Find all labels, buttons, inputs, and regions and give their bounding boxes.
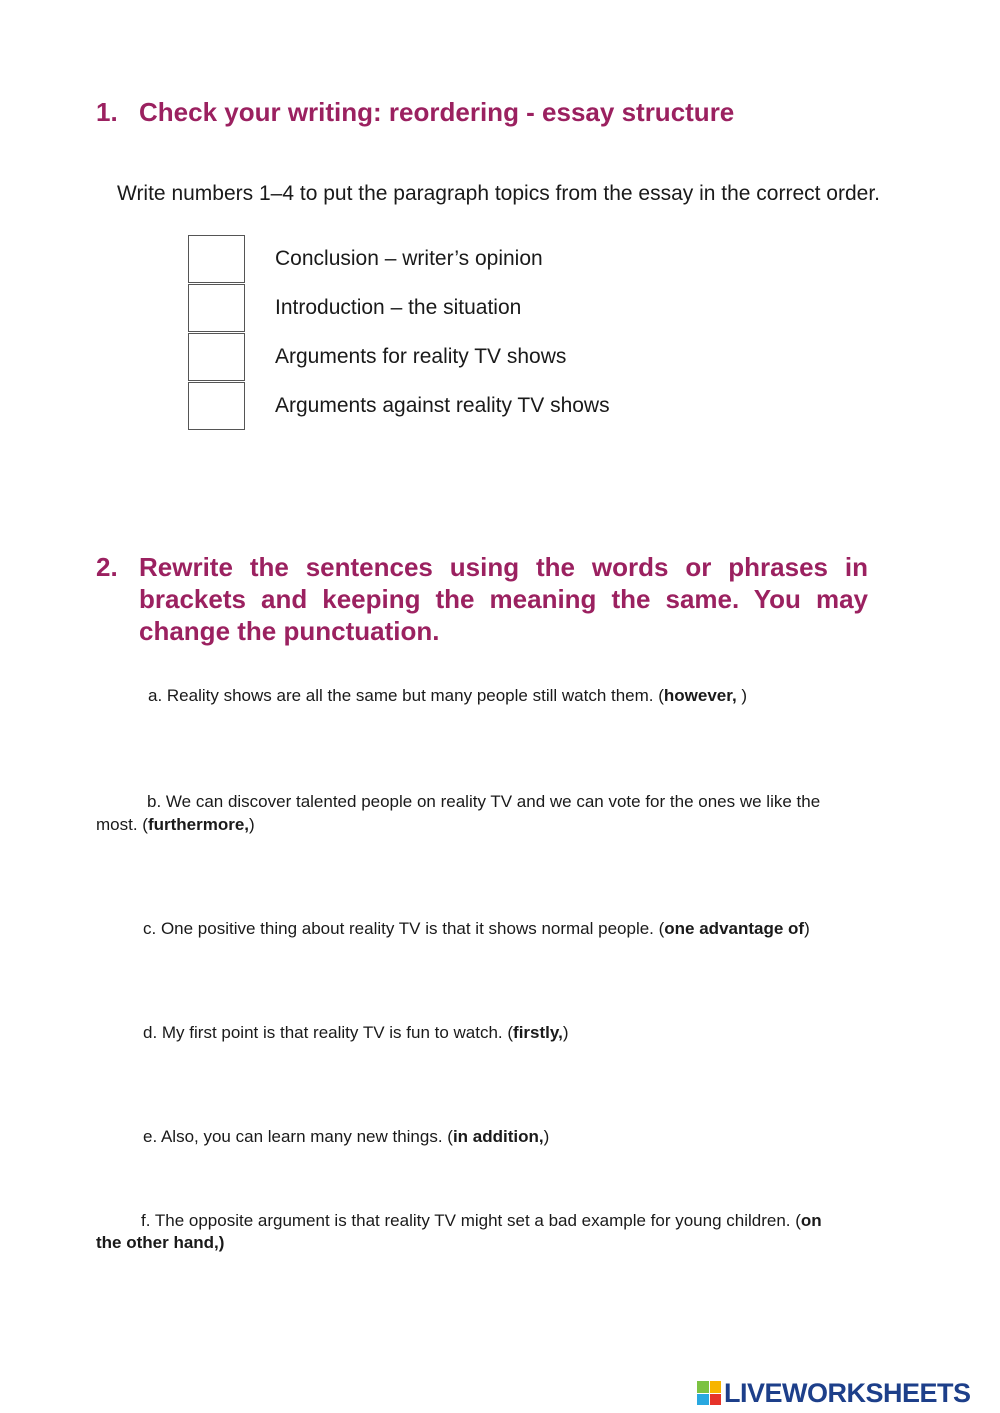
item-b-keyword: furthermore,: [147, 815, 250, 834]
item-d: [143, 1021, 568, 1044]
topic-introduction: Introduction – the situation: [275, 296, 522, 319]
item-b-line2: [96, 813, 255, 836]
topic-conclusion: Conclusion – writer’s opinion: [275, 247, 543, 270]
section2-title-line1: Rewrite the sentences using the words or phrases in: [139, 552, 868, 582]
item-e-text: e. Also, you can learn many new things. (: [143, 1127, 453, 1146]
item-b-end: ): [249, 815, 255, 834]
item-c-keyword: one advantage of: [664, 919, 805, 938]
liveworksheets-logo-mark: [697, 1381, 721, 1405]
item-a-end: ): [736, 686, 748, 705]
item-f-keyword2: the other hand,): [96, 1233, 225, 1252]
liveworksheets-logo-text: LIVEWORKSHEETS: [724, 1377, 971, 1408]
section2-title-line2: brackets and keeping the meaning the same. You may: [139, 584, 868, 614]
item-f-line2: [96, 1231, 224, 1254]
item-c-text: c. One positive thing about reality TV is that it shows normal people. (: [143, 919, 665, 938]
section1-instruction: Write numbers 1–4 to put the paragraph topics from the essay in the correct order.: [117, 182, 881, 205]
item-e-end: ): [543, 1127, 550, 1146]
item-c-end: ): [804, 919, 810, 938]
liveworksheets-logo: [697, 1378, 971, 1408]
item-c: [143, 917, 810, 940]
order-box-2[interactable]: [188, 284, 245, 332]
item-a-text: a. Reality shows are all the same but many people still watch them. (: [148, 686, 664, 705]
item-d-keyword: firstly,: [513, 1023, 563, 1042]
order-box-3[interactable]: [188, 333, 245, 381]
section1-number: 1.: [96, 97, 118, 127]
item-d-text: d. My first point is that reality TV is fun to watch. (: [143, 1023, 514, 1042]
item-f-keyword1: on: [800, 1211, 822, 1230]
order-box-1[interactable]: [188, 235, 245, 283]
item-f-text: f. The opposite argument is that reality TV might set a bad example for young children. (: [141, 1211, 801, 1230]
section2-title-line3: change the punctuation.: [139, 616, 440, 646]
item-e-keyword: in addition,: [452, 1127, 544, 1146]
order-box-4[interactable]: [188, 382, 245, 430]
item-d-end: ): [562, 1023, 569, 1042]
item-b-line1: b. We can discover talented people on reality TV and we can vote for the ones we like the: [147, 792, 821, 811]
item-a: [148, 684, 747, 707]
item-a-keyword: however,: [663, 686, 737, 705]
item-e: [143, 1125, 549, 1148]
topic-arguments-against: Arguments against reality TV shows: [275, 394, 610, 417]
section2-number: 2.: [96, 552, 118, 582]
topic-arguments-for: Arguments for reality TV shows: [275, 345, 567, 368]
item-f-line1: [141, 1209, 822, 1232]
item-b-text2: most. (: [96, 815, 148, 834]
section1-title: Check your writing: reordering - essay structure: [139, 97, 735, 127]
